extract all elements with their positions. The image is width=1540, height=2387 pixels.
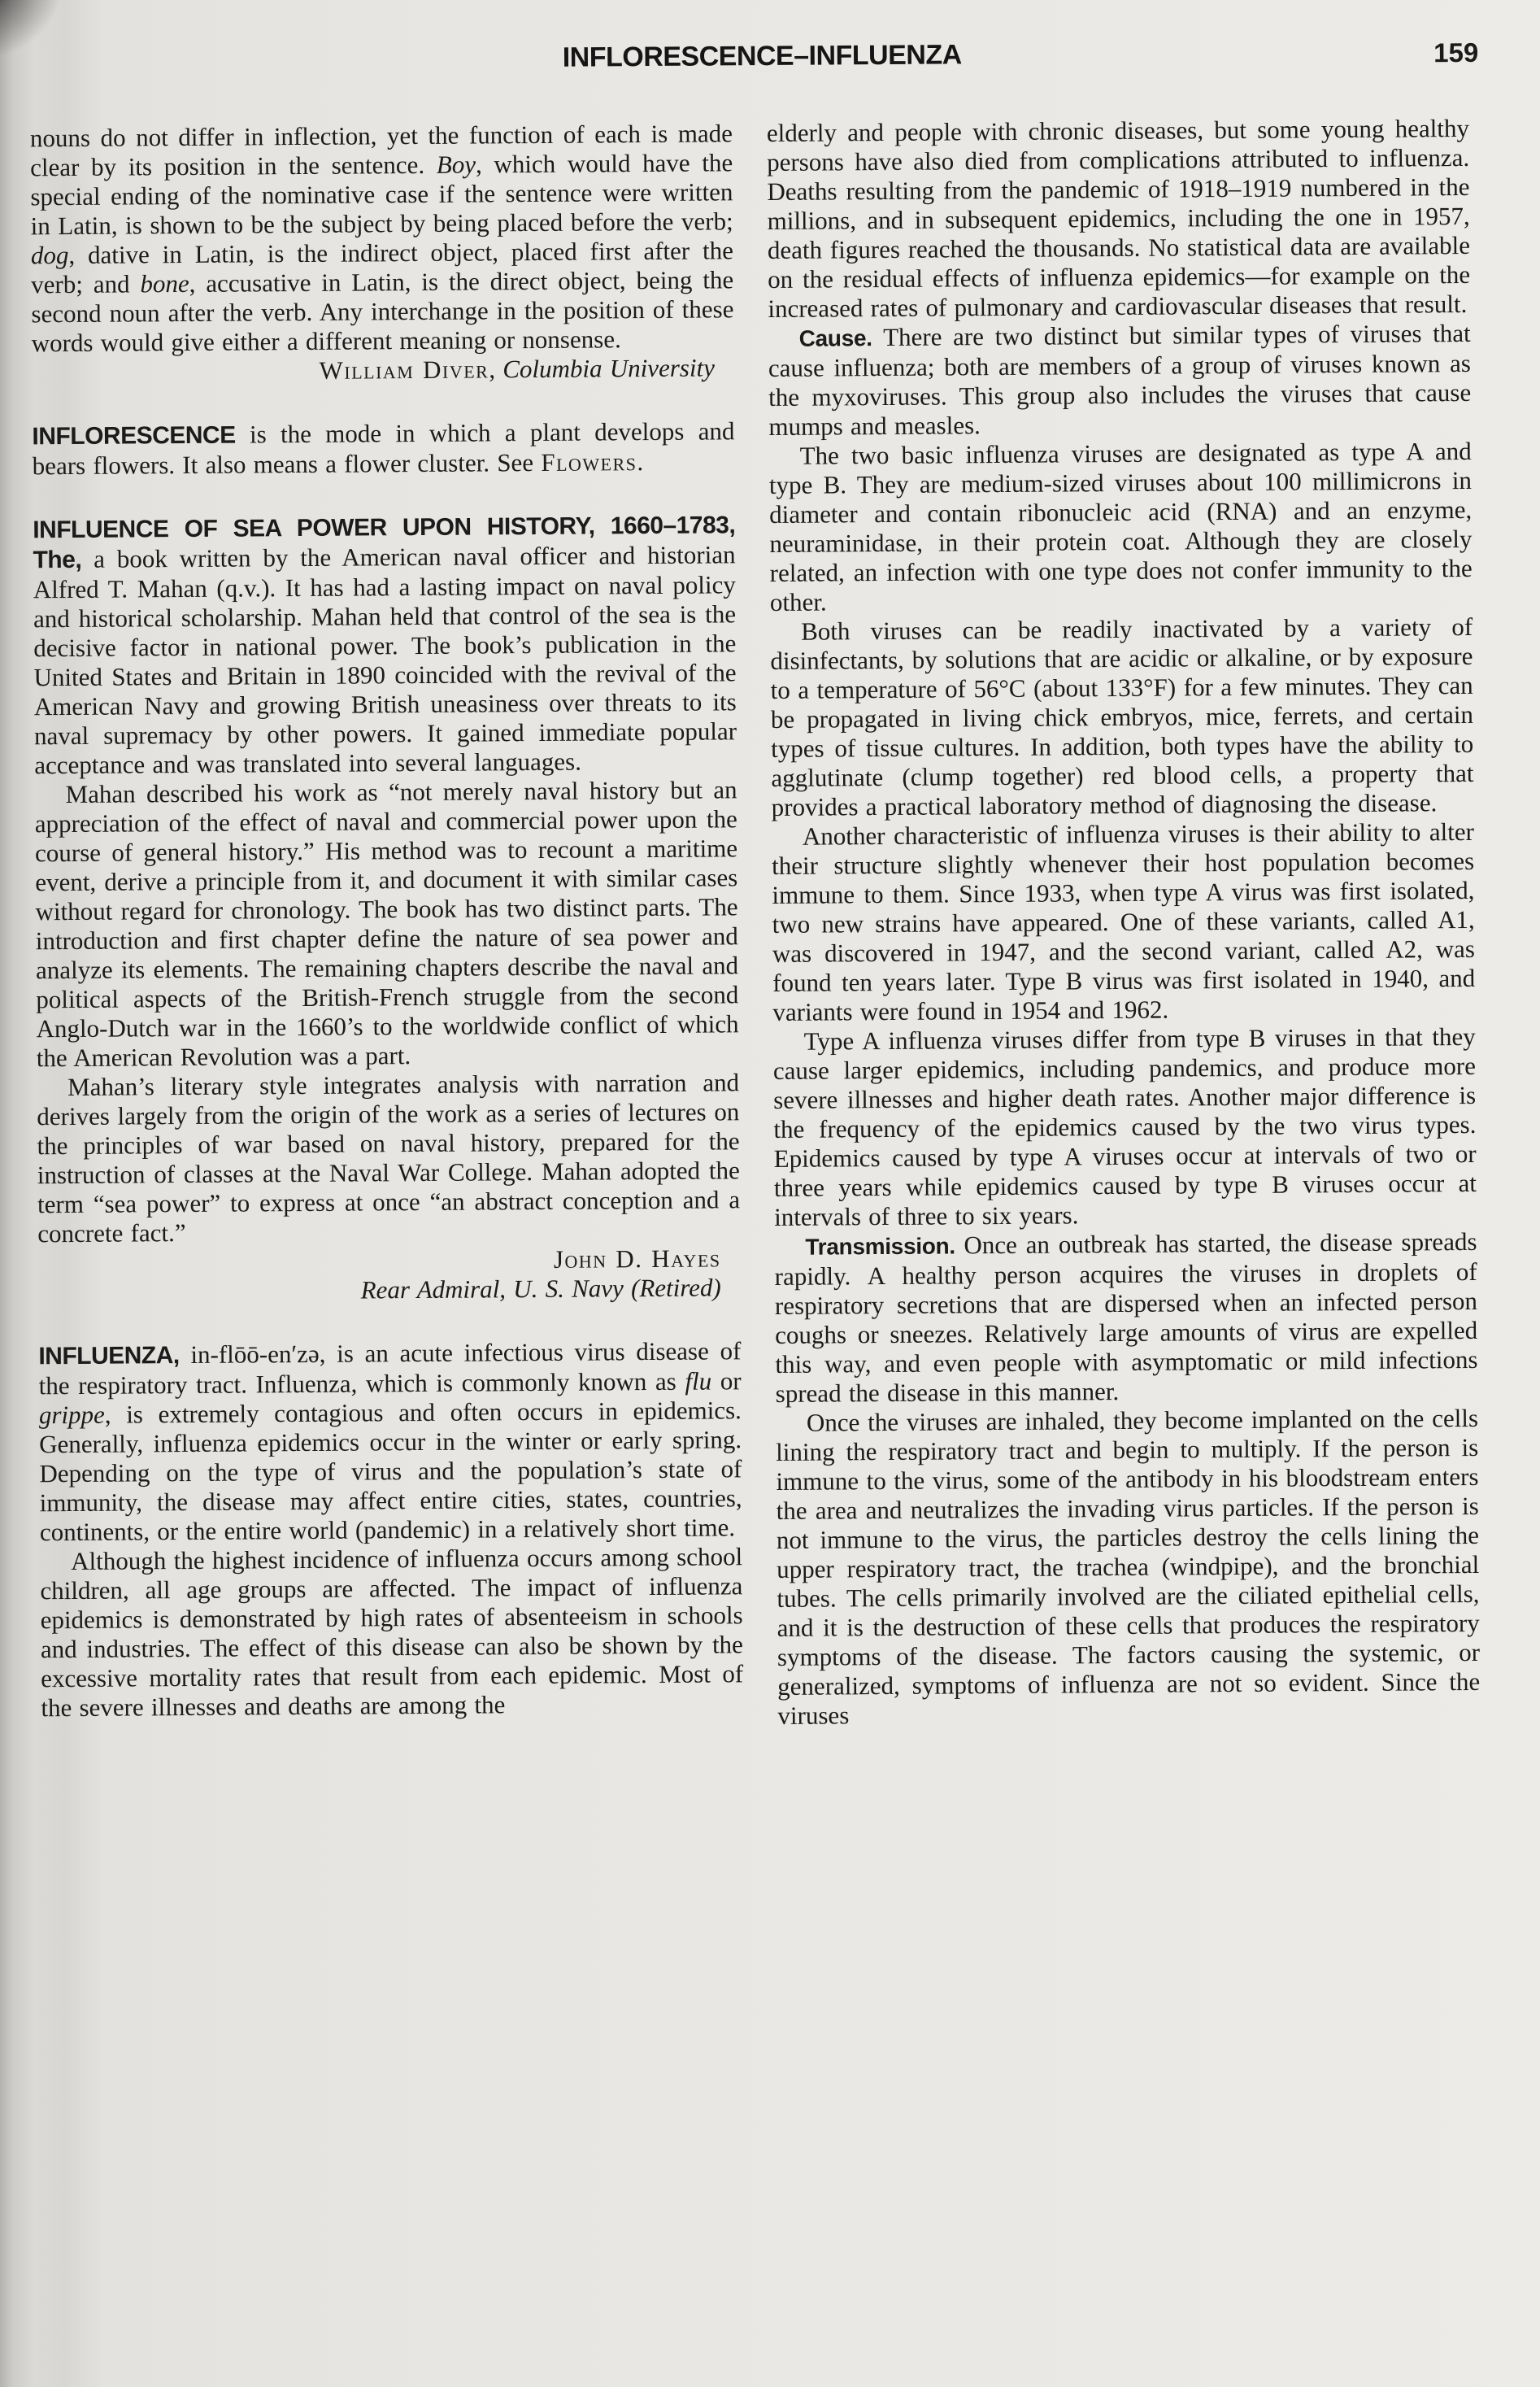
paragraph [774,1227,1477,1409]
text-run: flu [685,1366,712,1396]
text-run: , accusative in Latin, is the direct object, being the second noun after the verb. Any interchange in the position of these words would give either a different meaning or nonsense. [31,265,734,358]
paragraph [770,612,1474,822]
paragraph [772,817,1476,1027]
paragraph [769,437,1473,617]
text-run: Once an outbreak has started, the disease spreads rapidly. A healthy person acquires the viruses in droplets of respiratory secretions that are dispersed when an infected person coughs or sneezes. Relatively large amounts of virus are expelled this way, and even people with asymptomatic or mild infections spread the disease in this manner. [774,1226,1478,1408]
text-run: , which would have the special ending of the nominative case if the sentence were written in Latin, is shown to be the subject by being placed before the verb; [30,148,733,241]
text-run: . [637,447,644,477]
text-run: Type A influenza viruses differ from type B viruses in that they cause larger epidemics, including pandemics, and produce more severe illnesses and higher death rates. Another major difference is the frequency of the epidemics caused by the two virus types. Epidemics caused by type A viruses occur at intervals of two or three years while epidemics caused by type B viruses occur at intervals of three to six years. [772,1021,1477,1231]
running-head [0,35,1532,83]
text-run: elderly and people with chronic diseases, but some young healthy persons have also died from complications attributed to influenza. Deaths resulting from the pandemic of 1918–1919 numbered in the millions, and in subsequent epidemics, including the one in 1957, death figures reached the thousands. No statistical data are available on the residual effects of influenza epidemics—for example on the increased rates of pulmonary and cardiovascular diseases that result. [766,113,1471,323]
text-run: Rear Admiral, U. S. Navy (Retired) [360,1273,721,1305]
text-run: Flowers [541,447,637,477]
text-run: Both viruses can be readily inactivated by a variety of disinfectants, by solutions that are acidic or alkaline, or by exposure to a temperature of 56°C (about 133°F) for a few minutes. They can be propagated in living chick embryos, mice, ferrets, and certain types of tissue cultures. In addition, both types have the ability to agglutinate (clump together) red blood cells, a property that provides a practical laboratory method of diagnosing the disease. [770,612,1474,821]
text-run: nouns do not differ in inflection, yet the function of each is made clear by its position in the sentence. [29,119,733,182]
text-run: , dative in Latin, is the indirect object, placed first after the verb; and [31,236,734,299]
text-run: INFLUENCE OF SEA POWER UPON HISTORY, 1660–1783, The, [33,512,736,574]
paragraph [768,319,1472,442]
text-run: , is extremely contagious and often occurs in epidemics. Generally, influenza epidemics occur in the winter or early spring. Depending on the type of virus and the population’s state of immunity, the disease may affect entire cities, states, countries, continents, or the entire world (pandemic) in a relatively short time. [39,1396,742,1547]
text-run: The two basic influenza viruses are designated as type A and type B. They are medium-sized viruses about 100 millimicrons in diameter and contain ribonucleic acid (RNA) and an enzyme, neuraminidase, in their protein coat. Although they are closely related, an infection with one type does not confer immunity to the other. [768,436,1473,616]
paragraph [37,1068,740,1248]
paragraph [30,119,734,358]
text-run: Boy [436,150,476,179]
paragraph [33,510,737,780]
byline [37,1244,740,1278]
text-run: John D. Hayes [553,1244,721,1274]
column-right [767,114,1481,1731]
text-run: in-flōō-en′zə, is an acute infectious virus disease of the respiratory tract. Influenza, which is commonly known as [38,1336,742,1400]
text-run: Transmission. [805,1233,964,1260]
text-run: William Diver [319,355,489,385]
text-run: INFLORESCENCE [32,421,250,451]
text-run: Cause. [798,325,884,351]
text-run: , [489,355,503,384]
text-run: Mahan’s literary style integrates analysis with narration and derives largely from the origin of the work as a series of lectures on the principles of war based on naval history, prepared for the instruction of classes at the Naval War College. Mahan adopted the term “sea power” to express at once “an abstract conception and a concrete fact.” [37,1068,741,1248]
byline [32,353,734,387]
text-run: or [711,1366,742,1396]
text-run: Another characteristic of influenza viruses is their ability to alter their structure slightly whenever their host population becomes immune to them. Since 1933, when type A virus was first isolated, two new strains have appeared. One of these variants, called A1, was discovered in 1947, and the second variant, called A2, was found ten years later. Type B virus was first isolated in 1940, and variants were found in 1954 and 1962. [772,817,1476,1026]
running-head-title: INFLORESCENCE–INFLUENZA [562,39,962,73]
text-run: Columbia University [502,353,716,384]
text-run: Although the highest incidence of influenza occurs among school children, all age groups are affected. The impact of influenza epidemics is demonstrated by high rates of absenteeism in schools and industries. The effect of this disease can also be shown by the excessive mortality rates that result from each epidemic. Most of the severe illnesses and deaths are among the [40,1542,744,1723]
text-run: Once the viruses are inhaled, they become implanted on the cells lining the respiratory tract and begin to multiply. If the person is immune to the virus, some of the antibody in his bloodstream enters the area and neutralizes the invading virus particles. If the person is not immune to the virus, the particles destroy the cells lining the upper respiratory tract, the trachea (windpipe), and the bronchial tubes. The cells primarily involved are the ciliated epithelial cells, and it is the destruction of these cells that produces the respiratory symptoms of the disease. The factors causing the systemic, or generalized, symptoms of influenza are not so evident. Since the viruses [776,1403,1481,1730]
text-run: INFLUENZA, [38,1341,191,1370]
page-number: 159 [1433,37,1479,68]
paragraph [34,775,738,1073]
paragraph [767,114,1471,324]
byline [38,1273,741,1307]
column-left [30,119,744,1723]
text-run: bone [140,268,189,298]
paragraph [38,1336,742,1547]
text-run: is the mode in which a plant develops and bears flowers. It also means a flower cluster. See [32,416,735,481]
paragraph [776,1404,1481,1731]
text-run: Mahan described his work as “not merely naval history but an appreciation of the effect of naval and commercial power upon the course of general history.” His method was to recount a maritime event, derive a principle from it, and document it with similar cases without regard for chronology. The book has two distinct parts. The introduction and first chapter define the nature of sea power and analyze its elements. The remaining chapters describe the naval and political aspects of the British-French struggle from the second Anglo-Dutch war in the 1660’s to the worldwide conflict of which the American Revolution was a part. [34,775,739,1073]
paragraph [32,416,734,481]
text-run: grippe [38,1400,105,1430]
paragraph [40,1542,743,1723]
text-run: dog [30,240,69,270]
text-run: There are two distinct but similar types of viruses that cause influenza; both are members of a group of viruses known as the myxoviruses. This group also includes the viruses that cause mumps and measles. [768,318,1472,441]
paragraph [773,1022,1477,1232]
text-run: a book written by the American naval officer and historian Alfred T. Mahan (q.v.). It has had a lasting impact on naval policy and historical scholarship. Mahan held that control of the sea is the decisive factor in national power. The book’s publication in the United States and Britain in 1890 coincided with the revival of the American Navy and growing British uneasiness over threats to its naval supremacy by other powers. It gained immediate popular acceptance and was translated into several languages. [33,540,737,780]
